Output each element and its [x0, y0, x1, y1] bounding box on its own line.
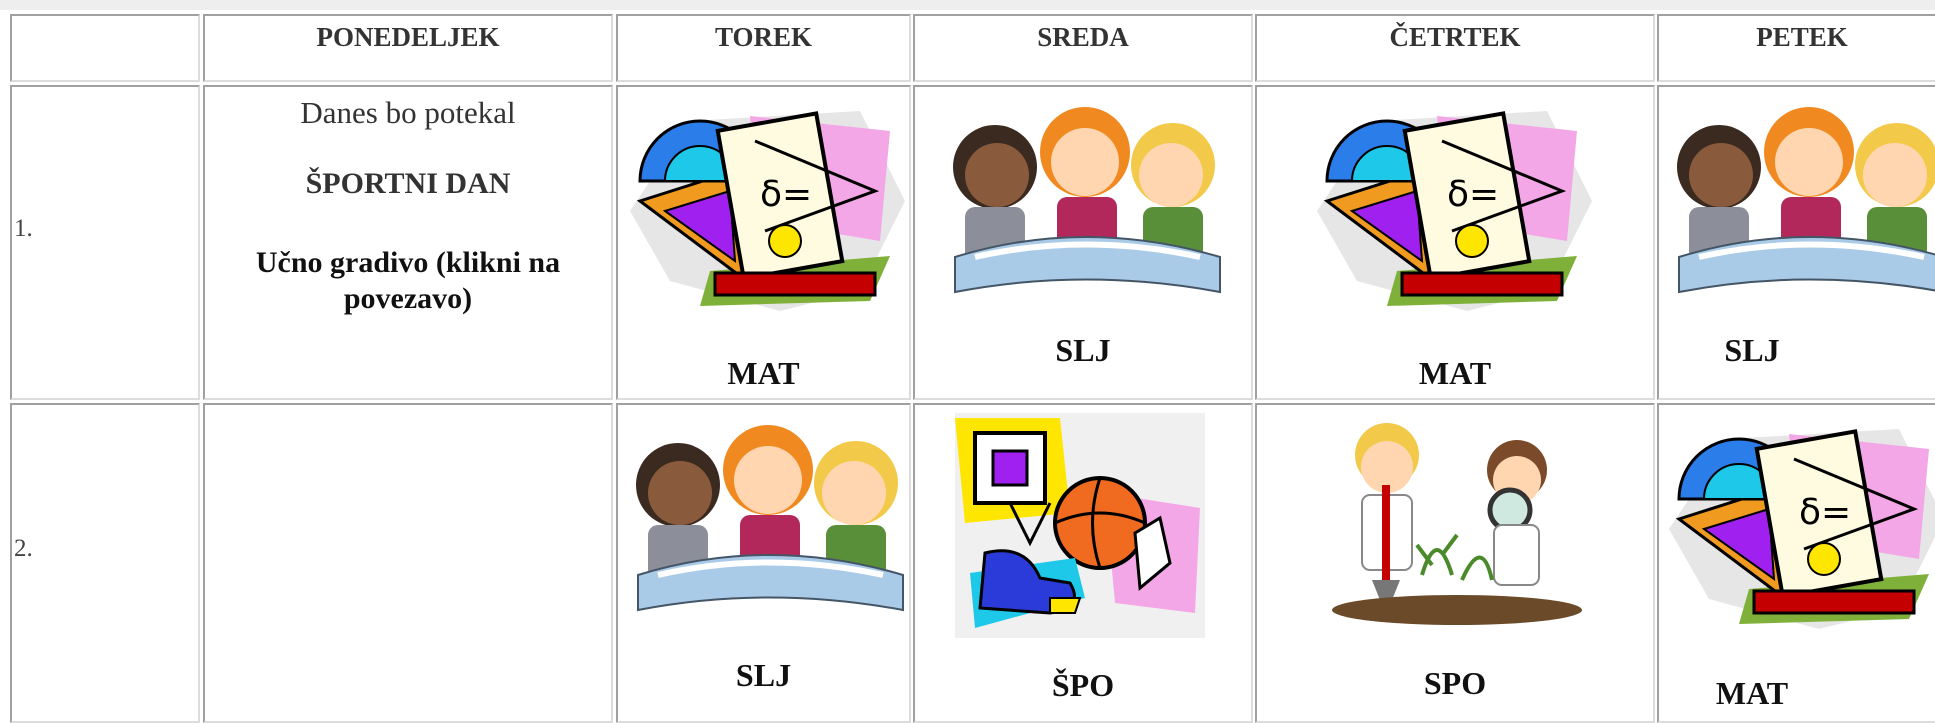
lesson-cell-tuesday-2: [616, 403, 911, 723]
row-label-cell-1: [10, 85, 200, 400]
monday-cell-1: [203, 85, 613, 400]
subject-label: MAT: [1418, 355, 1492, 391]
lesson-cell-wednesday-2: [913, 403, 1253, 723]
sports-basketball-icon: [955, 413, 1205, 638]
row-label-1: 1.: [14, 215, 33, 242]
geometry-tools-icon: [1659, 409, 1935, 639]
geometry-tools-icon: [1307, 91, 1597, 321]
subject-label: SPO: [1423, 665, 1487, 701]
header-wednesday: SREDA: [1037, 22, 1129, 52]
subject-label: ŠPO: [1051, 667, 1115, 703]
header-cell-thursday: [1255, 14, 1655, 82]
kids-reading-icon: [618, 415, 911, 625]
kids-reading-icon: [935, 97, 1235, 307]
subject-label: MAT: [727, 355, 800, 391]
header-cell-monday: [203, 14, 613, 82]
learning-material-link[interactable]: Učno gradivo (klikni na povezavo): [255, 246, 561, 315]
page-top-strip: [0, 0, 1935, 10]
header-cell-friday: [1657, 14, 1935, 82]
subject-label: SLJ: [735, 657, 792, 693]
header-tuesday: TOREK: [714, 22, 813, 52]
lesson-cell-tuesday-1: [616, 85, 911, 400]
lesson-cell-thursday-1: [1255, 85, 1655, 400]
svg-text:δ=: δ=: [1799, 492, 1852, 533]
kids-reading-icon: [1659, 97, 1935, 307]
header-friday: PETEK: [1756, 22, 1848, 52]
header-corner-cell: [10, 14, 200, 82]
lesson-cell-wednesday-1: [913, 85, 1253, 400]
monday-cell-2: [203, 403, 613, 723]
header-cell-wednesday: [913, 14, 1253, 82]
header-thursday: ČETRTEK: [1389, 22, 1521, 52]
kids-science-icon: [1322, 415, 1592, 630]
lesson-cell-friday-2: [1657, 403, 1935, 723]
lesson-cell-friday-1: [1657, 85, 1935, 400]
sports-day-title: ŠPORTNI DAN: [305, 167, 511, 200]
geometry-tools-icon: [620, 91, 910, 321]
subject-label: SLJ: [1724, 332, 1780, 368]
row-label-2: 2.: [14, 535, 33, 562]
svg-text:δ=: δ=: [1447, 174, 1500, 215]
subject-label: MAT: [1715, 675, 1789, 711]
monday-note: Danes bo potekal: [300, 95, 516, 130]
header-monday: PONEDELJEK: [316, 22, 500, 52]
row-label-cell-2: [10, 403, 200, 723]
svg-text:δ=: δ=: [760, 174, 813, 215]
header-cell-tuesday: [616, 14, 911, 82]
subject-label: SLJ: [1055, 332, 1111, 368]
lesson-cell-thursday-2: [1255, 403, 1655, 723]
